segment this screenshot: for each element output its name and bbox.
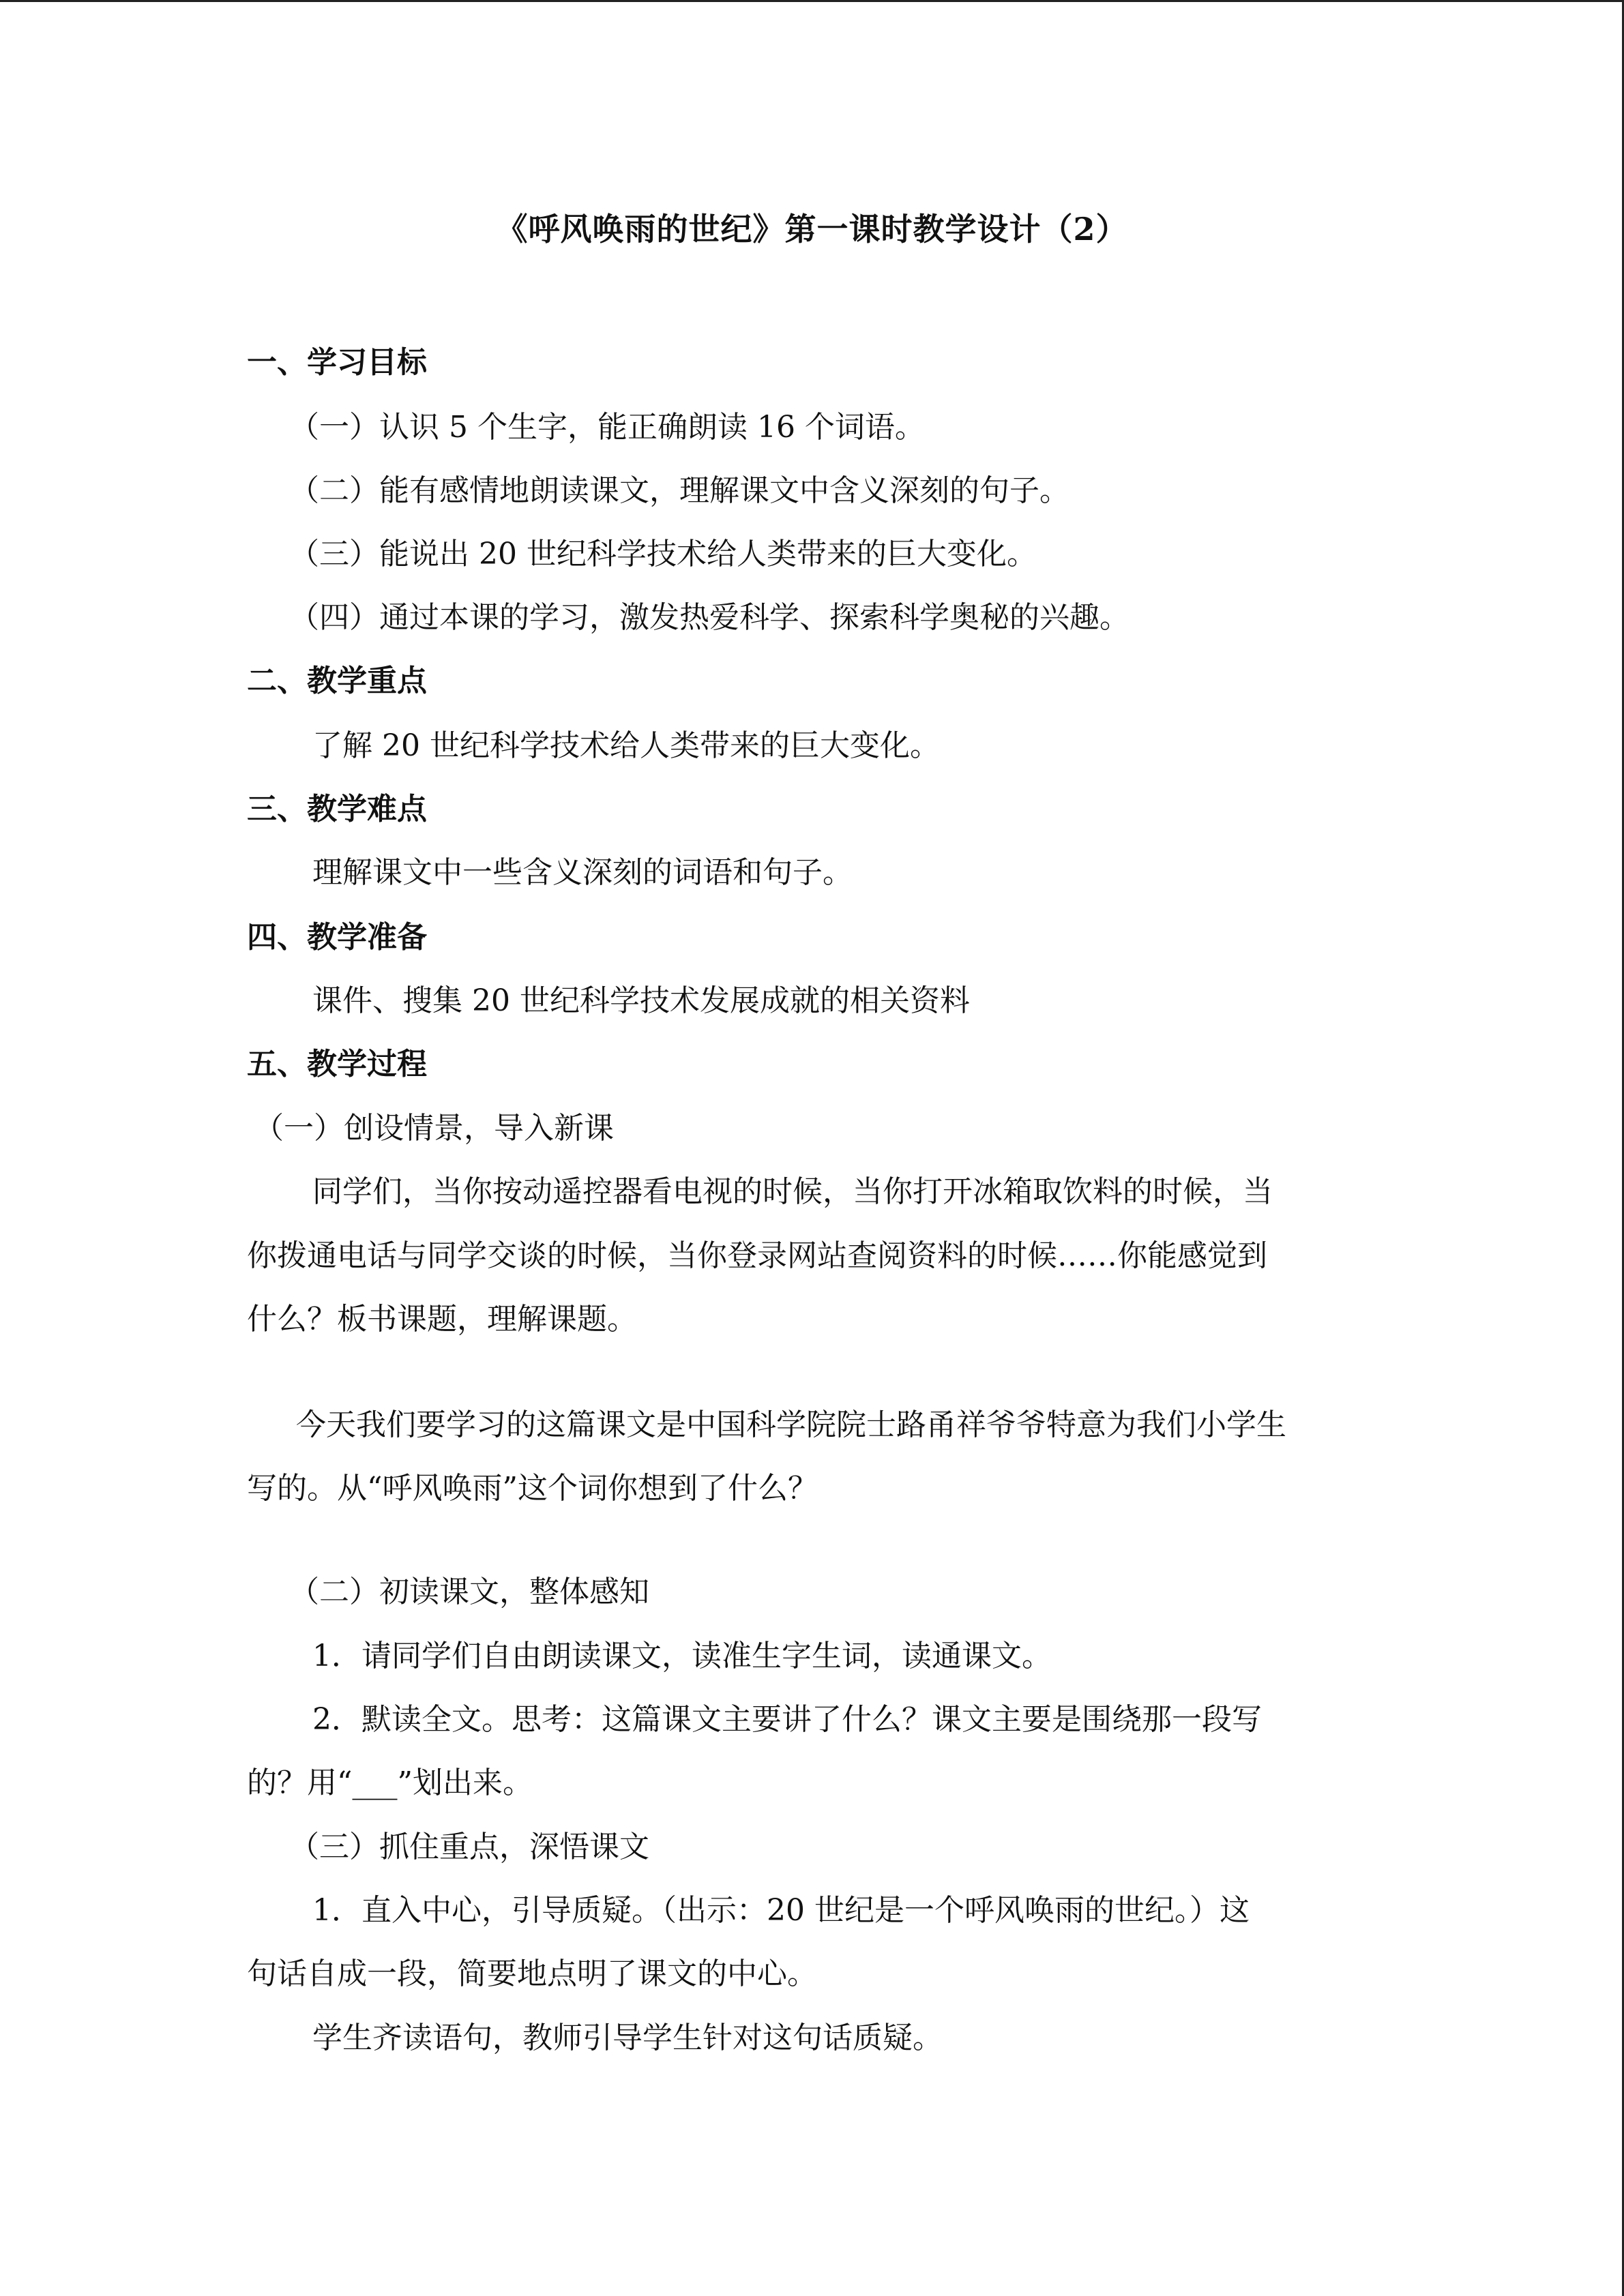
- section-heading-preparation: 四、教学准备: [247, 920, 427, 955]
- step-2-item-2-line-2: 的？用“___”划出来。: [247, 1765, 533, 1800]
- process-step-2-heading: （二）初读课文，整体感知: [289, 1575, 649, 1609]
- paragraph-intro-line-2: 你拨通电话与同学交谈的时候，当你登录网站查阅资料的时候……你能感觉到: [247, 1238, 1267, 1273]
- step-3-item-1-line-1: 1．直入中心，引导质疑。（出示：20 世纪是一个呼风唤雨的世纪。）这: [312, 1893, 1250, 1928]
- key-point-text: 了解 20 世纪科学技术给人类带来的巨大变化。: [312, 728, 940, 763]
- section-heading-learning-goals: 一、学习目标: [247, 345, 427, 380]
- section-heading-difficulties: 三、教学难点: [247, 792, 427, 826]
- paragraph-today-line-2: 写的。从“呼风唤雨”这个词你想到了什么？: [247, 1471, 818, 1506]
- goal-item-3: （三）能说出 20 世纪科学技术给人类带来的巨大变化。: [289, 537, 1037, 571]
- paragraph-intro-line-1: 同学们，当你按动遥控器看电视的时候，当你打开冰箱取饮料的时候，当: [312, 1174, 1273, 1209]
- paragraph-today-line-1: 今天我们要学习的这篇课文是中国科学院院士路甬祥爷爷特意为我们小学生: [296, 1407, 1286, 1442]
- goal-item-2: （二）能有感情地朗读课文，理解课文中含义深刻的句子。: [289, 473, 1069, 508]
- step-3-item-1-line-2: 句话自成一段，简要地点明了课文的中心。: [247, 1956, 817, 1991]
- step-3-note: 学生齐读语句，教师引导学生针对这句话质疑。: [312, 2021, 943, 2055]
- document-title: 《呼风唤雨的世纪》第一课时教学设计（2）: [496, 211, 1128, 248]
- goal-item-1: （一）认识 5 个生字，能正确朗读 16 个词语。: [289, 410, 925, 445]
- difficulty-text: 理解课文中一些含义深刻的词语和句子。: [312, 855, 853, 890]
- process-step-3-heading: （三）抓住重点，深悟课文: [289, 1830, 649, 1864]
- section-heading-key-points: 二、教学重点: [247, 664, 427, 698]
- preparation-text: 课件、搜集 20 世纪科学技术发展成就的相关资料: [312, 983, 970, 1018]
- step-2-item-2-line-1: 2．默读全文。思考：这篇课文主要讲了什么？课文主要是围绕那一段写: [312, 1702, 1262, 1737]
- step-2-item-1: 1．请同学们自由朗读课文，读准生字生词，读通课文。: [312, 1639, 1052, 1673]
- process-step-1-heading: （一）创设情景，导入新课: [254, 1111, 614, 1146]
- paragraph-intro-line-3: 什么？板书课题，理解课题。: [247, 1302, 637, 1337]
- goal-item-4: （四）通过本课的学习，激发热爱科学、探索科学奥秘的兴趣。: [289, 600, 1130, 635]
- section-heading-process: 五、教学过程: [247, 1047, 427, 1082]
